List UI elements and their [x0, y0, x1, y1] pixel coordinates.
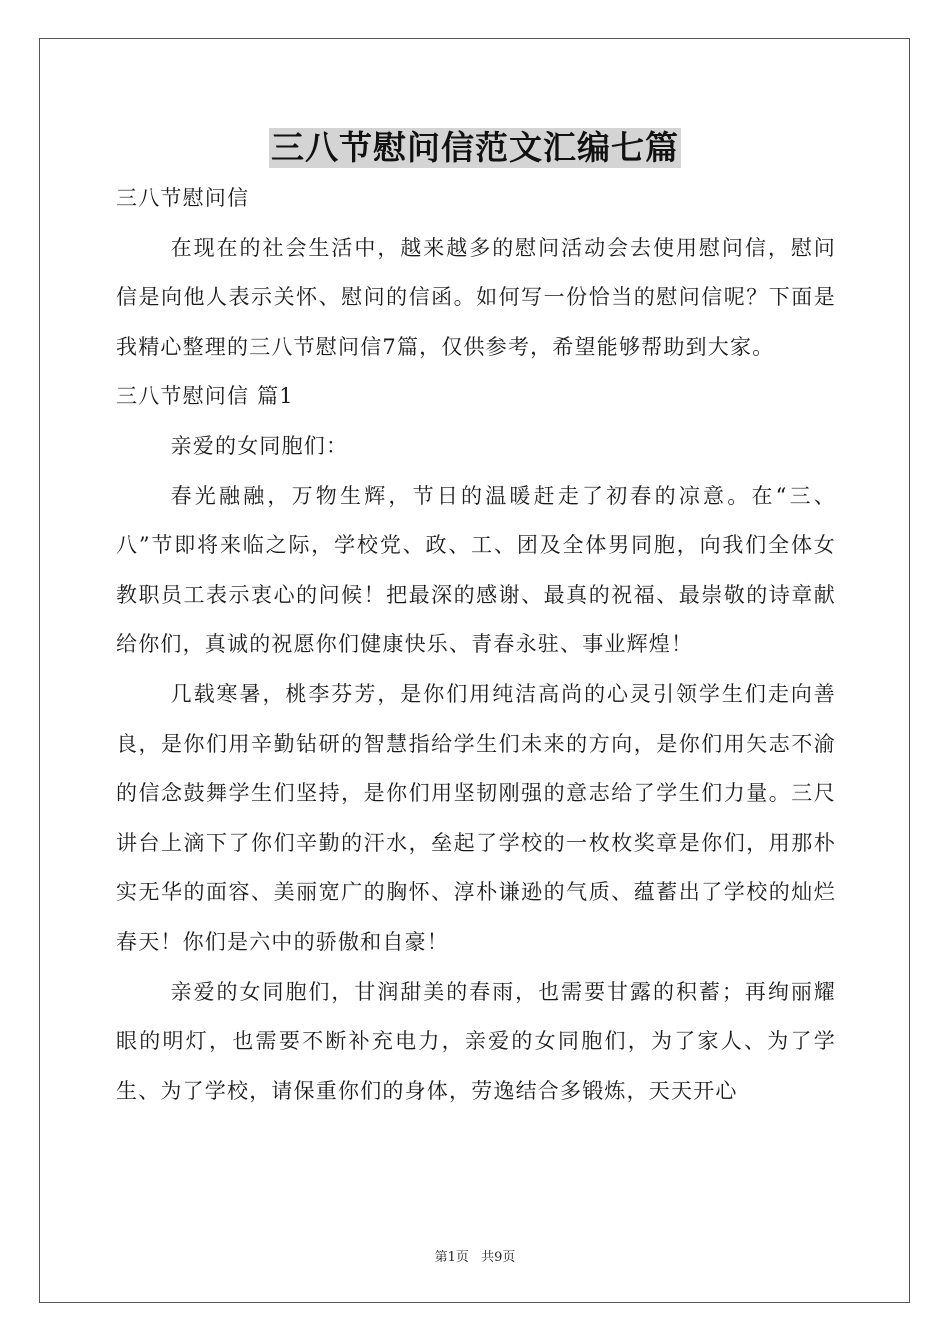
intro-paragraph: 在现在的社会生活中，越来越多的慰问活动会去使用慰问信，慰问信是向他人表示关怀、慰问的信函。如何写一份恰当的慰问信呢？下面是我精心整理的三八节慰问信7篇，仅供参考，希望能够帮助到大家。	[116, 235, 836, 359]
document-body	[116, 174, 836, 1116]
section-heading: 三八节慰问信	[116, 186, 250, 210]
salutation: 亲爱的女同胞们：	[170, 433, 349, 458]
page-number: 第1页	[434, 1250, 469, 1265]
document-title: 三八节慰问信范文汇编七篇	[271, 128, 679, 167]
page-total: 共9页	[481, 1250, 516, 1265]
body-paragraph: 亲爱的女同胞们，甘润甜美的春雨，也需要甘露的积蓄；再绚丽耀眼的明灯，也需要不断补充电力，亲爱的女同胞们，为了家人、为了学生、为了学校，请保重你们的身体，劳逸结合多锻炼，天天开心	[116, 979, 836, 1103]
body-paragraph: 春光融融，万物生辉，节日的温暖赶走了初春的凉意。在“三、八”节即将来临之际，学校党、政、工、团及全体男同胞，向我们全体女教职员工表示衷心的问候！把最深的感谢、最真的祝福、最崇敬的诗章献给你们，真诚的祝愿你们健康快乐、青春永驻、事业辉煌！	[116, 483, 836, 657]
body-paragraph: 几载寒暑，桃李芬芳，是你们用纯洁高尚的心灵引领学生们走向善良，是你们用辛勤钻研的智慧指给学生们未来的方向，是你们用矢志不渝的信念鼓舞学生们坚持，是你们用坚韧刚强的意志给了学生们力量。三尺讲台上滴下了你们辛勤的汗水，垒起了学校的一枚枚奖章是你们，用那朴实无华的面容、美丽宽广的胸怀、淳朴谦逊的气质、蕴蓄出了学校的灿烂春天！你们是六中的骄傲和自豪！	[116, 681, 836, 954]
page-footer	[0, 1246, 950, 1265]
section-heading: 三八节慰问信 篇1	[116, 384, 294, 409]
title-area	[0, 128, 950, 168]
